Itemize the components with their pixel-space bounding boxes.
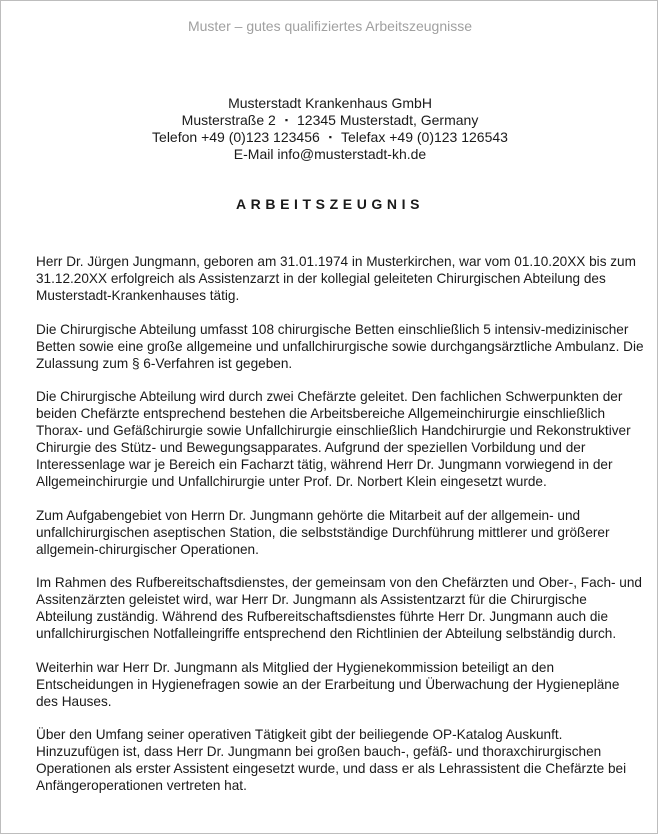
paragraph-department: Die Chirurgische Abteilung umfasst 108 chirurgische Betten einschließlich 5 intensiv-medizinischer Betten sowie eine große allgemeine und unfallchirurgische sowie durchgangsärztliche Ambulanz. Die Zulassung zum § 6-Verfahren ist gegeben.: [36, 321, 644, 371]
separator-bullet: ▪: [284, 115, 289, 125]
paragraph-duties: Zum Aufgabengebiet von Herrn Dr. Jungmann gehörte die Mitarbeit auf der allgemein- und unfallchirurgischen aseptischen Station, die selbstständige Durchführung mittlerer und größerer allgemein-chirurgischer Operationen.: [36, 507, 610, 557]
document-title: ARBEITSZEUGNIS: [235, 196, 425, 212]
page-caption: Muster – gutes qualifiziertes Arbeitszeugnisse: [187, 18, 473, 34]
letterhead: [1, 95, 658, 163]
street: Musterstraße 2: [181, 112, 276, 128]
city: 12345 Musterstadt, Germany: [297, 112, 479, 128]
phone: Telefon +49 (0)123 123456: [152, 129, 320, 145]
contact-line: [1, 129, 658, 146]
fax: Telefax +49 (0)123 126543: [340, 129, 508, 145]
paragraph-leadership: Die Chirurgische Abteilung wird durch zwei Chefärzte geleitet. Den fachlichen Schwerpunkten der beiden Chefärzte entsprechend bestehen die Arbeitsbereiche Allgemeinchirurgie einschließlich Thorax- und Gefäßchirurgie sowie Unfallchirurgie einschließlich Handchirurgie und Rekonstruktiver Chirurgie des Stütz- und Bewegungsapparates. Aufgrund der speziellen Vorbildung und der Interessenlage war je Bereich ein Facharzt tätig, während Herr Dr. Jungmann vorwiegend in der Allgemeinchirurgie und Unfallchirurgie unter Prof. Dr. Norbert Klein eingesetzt wurde.: [36, 389, 631, 489]
email: E-Mail info@musterstadt-kh.de: [233, 146, 427, 162]
document-body: [36, 253, 644, 811]
paragraph-intro: Herr Dr. Jürgen Jungmann, geboren am 31.01.1974 in Musterkirchen, war vom 01.10.20XX bis zum 31.12.20XX erfolgreich als Assistenzarzt in der kollegial geleiteten Chirurgischen Abteilung des Musterstadt-Krankenhauses tätig.: [36, 254, 636, 303]
paragraph-operations: Über den Umfang seiner operativen Tätigkeit gibt der beiliegende OP-Katalog Auskunft. Hinzuzufügen ist, dass Herr Dr. Jungmann bei großen bauch-, gefäß- und thoraxchirurgischen Operationen als erster Assistent eingesetzt wurde, und dass er als Lehrassistent die Chefärzte bei Anfängeroperationen vertreten hat.: [36, 727, 627, 793]
company-name: Musterstadt Krankenhaus GmbH: [228, 95, 432, 111]
paragraph-on-call: Im Rahmen des Rufbereitschaftsdienstes, der gemeinsam von den Chefärzten und Ober-, Fach- und Assitenzärzten geleistet wird, war Herr Dr. Jungmann als Assistentzarzt für die Chirurgische Abteilung zuständig. Während des Rufbereitschaftsdienstes führte Herr Dr. Jungmann auch die unfallchirurgischen Notfalleingriffe entsprechend den Richtlinien der Abteilung selbständig durch.: [36, 575, 642, 641]
separator-bullet: ▪: [328, 132, 332, 142]
address-line: [1, 112, 658, 129]
paragraph-hygiene: Weiterhin war Herr Dr. Jungmann als Mitglied der Hygienekommission beteiligt an den Entscheidungen in Hygienefragen sowie an der Erarbeitung und Überwachung der Hygienepläne des Hauses.: [36, 659, 620, 709]
